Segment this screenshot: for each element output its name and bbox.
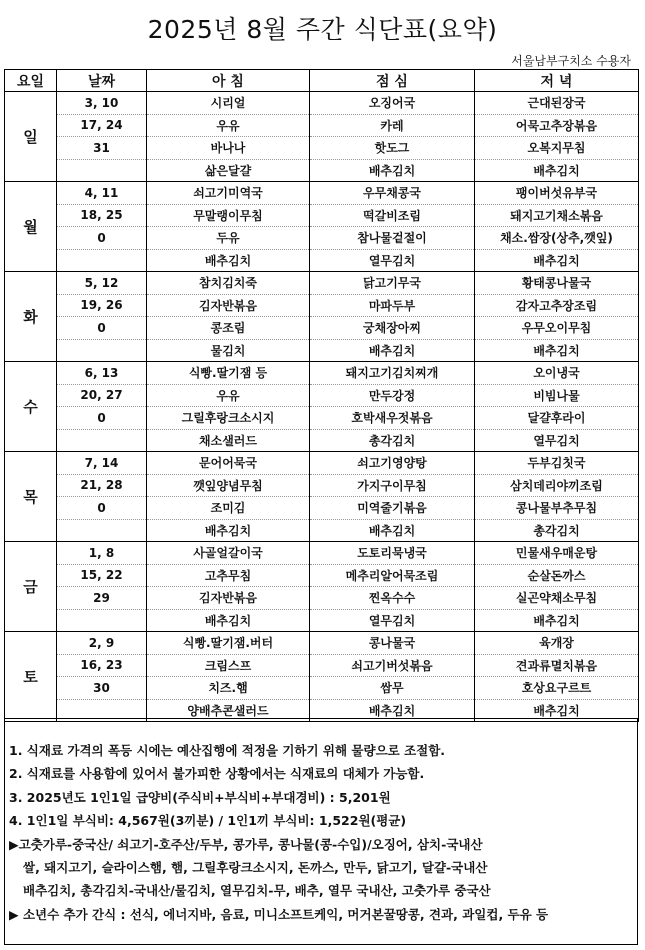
table-row <box>5 317 639 340</box>
date-cell: 0 <box>57 227 147 250</box>
lunch-cell: 만두강정 <box>310 384 475 407</box>
dinner-cell: 실곤약채소무침 <box>475 587 639 610</box>
breakfast-cell: 배추김치 <box>147 519 310 542</box>
lunch-cell: 배추김치 <box>310 339 475 362</box>
breakfast-cell: 식빵.딸기잼.버터 <box>147 632 310 655</box>
dinner-cell: 팽이버섯유부국 <box>475 182 639 205</box>
table-row <box>5 182 639 205</box>
table-row <box>5 474 639 497</box>
dinner-cell: 열무김치 <box>475 429 639 452</box>
origin-note-3: 배추김치, 총각김치-국내산/물김치, 열무김치-무, 배추, 열무 국내산, 고춧가루 중국산 <box>23 883 491 899</box>
breakfast-cell: 우유 <box>147 114 310 137</box>
date-cell: 18, 25 <box>57 204 147 227</box>
lunch-cell: 떡갈비조림 <box>310 204 475 227</box>
day-cell: 화 <box>5 272 57 362</box>
table-row <box>5 159 639 182</box>
dinner-cell: 황태콩나물국 <box>475 272 639 295</box>
lunch-cell: 찐옥수수 <box>310 587 475 610</box>
dinner-cell: 민물새우매운탕 <box>475 542 639 565</box>
breakfast-cell: 삶은달걀 <box>147 159 310 182</box>
dinner-cell: 오이냉국 <box>475 362 639 385</box>
table-row <box>5 92 639 115</box>
lunch-cell: 핫도그 <box>310 137 475 160</box>
date-cell: 29 <box>57 587 147 610</box>
lunch-cell: 열무김치 <box>310 249 475 272</box>
lunch-cell: 쇠고기영양탕 <box>310 452 475 475</box>
table-row <box>5 519 639 542</box>
breakfast-cell: 무말랭이무침 <box>147 204 310 227</box>
lunch-cell: 닭고기무국 <box>310 272 475 295</box>
dinner-cell: 순살돈까스 <box>475 564 639 587</box>
day-cell: 월 <box>5 182 57 272</box>
table-row <box>5 564 639 587</box>
date-cell: 4, 11 <box>57 182 147 205</box>
table-row <box>5 587 639 610</box>
lunch-cell: 마파두부 <box>310 294 475 317</box>
table-row <box>5 114 639 137</box>
dinner-cell: 배추김치 <box>475 339 639 362</box>
breakfast-cell: 식빵.딸기잼 등 <box>147 362 310 385</box>
origin-note-2: 쌀, 돼지고기, 슬라이스햄, 햄, 그릴후랑크소시지, 돈까스, 만두, 닭고기, 달걀-국내산 <box>23 860 488 876</box>
dinner-cell: 육개장 <box>475 632 639 655</box>
lunch-cell: 메추리알어묵조림 <box>310 564 475 587</box>
day-cell: 토 <box>5 632 57 722</box>
dinner-cell: 배추김치 <box>475 699 639 722</box>
breakfast-cell: 쇠고기미역국 <box>147 182 310 205</box>
lunch-cell: 열무김치 <box>310 609 475 632</box>
date-cell: 15, 22 <box>57 564 147 587</box>
day-cell: 목 <box>5 452 57 542</box>
date-cell: 0 <box>57 317 147 340</box>
date-cell: 3, 10 <box>57 92 147 115</box>
page-title: 2025년 8월 주간 식단표(요약) <box>147 15 498 44</box>
notes-box <box>4 718 638 945</box>
dinner-cell: 배추김치 <box>475 159 639 182</box>
date-cell: 0 <box>57 497 147 520</box>
lunch-cell: 도토리묵냉국 <box>310 542 475 565</box>
dinner-cell: 비빔나물 <box>475 384 639 407</box>
snack-note: ▶ 소년수 추가 간식 : 선식, 에너지바, 음료, 미니소프트케익, 머거본꿀땅콩, 견과, 과일컵, 두유 등 <box>9 906 549 922</box>
lunch-cell: 오징어국 <box>310 92 475 115</box>
date-cell: 20, 27 <box>57 384 147 407</box>
note-3: 3. 2025년도 1인1일 급양비(주식비+부식비+부대경비) : 5,201원 <box>9 789 391 805</box>
date-cell <box>57 519 147 542</box>
dinner-cell: 달걀후라이 <box>475 407 639 430</box>
lunch-cell: 콩나물국 <box>310 632 475 655</box>
dinner-cell: 배추김치 <box>475 249 639 272</box>
dinner-cell: 배추김치 <box>475 609 639 632</box>
date-cell <box>57 249 147 272</box>
header-breakfast: 아 침 <box>147 70 310 92</box>
dinner-cell: 총각김치 <box>475 519 639 542</box>
date-cell: 21, 28 <box>57 474 147 497</box>
date-cell: 6, 13 <box>57 362 147 385</box>
day-cell: 금 <box>5 542 57 632</box>
breakfast-cell: 배추김치 <box>147 609 310 632</box>
breakfast-cell: 크림스프 <box>147 654 310 677</box>
weekly-menu-table <box>4 69 639 722</box>
table-row <box>5 249 639 272</box>
lunch-cell: 총각김치 <box>310 429 475 452</box>
breakfast-cell: 채소샐러드 <box>147 429 310 452</box>
breakfast-cell: 양배추콘샐러드 <box>147 699 310 722</box>
date-cell: 16, 23 <box>57 654 147 677</box>
table-row <box>5 497 639 520</box>
table-row <box>5 542 639 565</box>
breakfast-cell: 참치김치죽 <box>147 272 310 295</box>
table-row <box>5 137 639 160</box>
date-cell: 7, 14 <box>57 452 147 475</box>
breakfast-cell: 물김치 <box>147 339 310 362</box>
date-cell: 30 <box>57 677 147 700</box>
note-1: 1. 식재료 가격의 폭등 시에는 예산집행에 적정을 기하기 위해 물량으로 조절함. <box>9 743 446 758</box>
lunch-cell: 카레 <box>310 114 475 137</box>
lunch-cell: 쌈무 <box>310 677 475 700</box>
breakfast-cell: 문어어묵국 <box>147 452 310 475</box>
facility-subtitle: 서울남부구치소 수용자 <box>511 54 631 68</box>
table-row <box>5 609 639 632</box>
table-row <box>5 339 639 362</box>
dinner-cell: 근대된장국 <box>475 92 639 115</box>
dinner-cell: 삼치데리야끼조림 <box>475 474 639 497</box>
lunch-cell: 미역줄기볶음 <box>310 497 475 520</box>
table-row <box>5 632 639 655</box>
breakfast-cell: 두유 <box>147 227 310 250</box>
dinner-cell: 두부김칫국 <box>475 452 639 475</box>
date-cell: 2, 9 <box>57 632 147 655</box>
date-cell: 19, 26 <box>57 294 147 317</box>
header-date: 날짜 <box>57 70 147 92</box>
breakfast-cell: 바나나 <box>147 137 310 160</box>
table-row <box>5 407 639 430</box>
dinner-cell: 감자고추장조림 <box>475 294 639 317</box>
breakfast-cell: 치즈.햄 <box>147 677 310 700</box>
date-cell: 5, 12 <box>57 272 147 295</box>
date-cell <box>57 159 147 182</box>
date-cell: 0 <box>57 407 147 430</box>
dinner-cell: 오복지무침 <box>475 137 639 160</box>
date-cell <box>57 339 147 362</box>
dinner-cell: 어묵고추장볶음 <box>475 114 639 137</box>
breakfast-cell: 콩조림 <box>147 317 310 340</box>
day-cell: 수 <box>5 362 57 452</box>
dinner-cell: 호상요구르트 <box>475 677 639 700</box>
lunch-cell: 궁채장아찌 <box>310 317 475 340</box>
breakfast-cell: 김자반볶음 <box>147 294 310 317</box>
lunch-cell: 배추김치 <box>310 159 475 182</box>
table-row <box>5 294 639 317</box>
lunch-cell: 우무채콩국 <box>310 182 475 205</box>
lunch-cell: 돼지고기김치찌개 <box>310 362 475 385</box>
table-row <box>5 362 639 385</box>
table-row <box>5 384 639 407</box>
breakfast-cell: 깻잎양념무침 <box>147 474 310 497</box>
day-cell: 일 <box>5 92 57 182</box>
dinner-cell: 우무오이무침 <box>475 317 639 340</box>
date-cell <box>57 609 147 632</box>
menu-body <box>5 92 639 722</box>
note-4: 4. 1인1일 부식비: 4,567원(3끼분) / 1인1끼 부식비: 1,522원(평균) <box>9 813 407 829</box>
table-row <box>5 429 639 452</box>
header-lunch: 점 심 <box>310 70 475 92</box>
date-cell <box>57 429 147 452</box>
lunch-cell: 참나물겉절이 <box>310 227 475 250</box>
breakfast-cell: 배추김치 <box>147 249 310 272</box>
table-row <box>5 654 639 677</box>
lunch-cell: 배추김치 <box>310 699 475 722</box>
date-cell: 17, 24 <box>57 114 147 137</box>
dinner-cell: 채소.쌈장(상추,깻잎) <box>475 227 639 250</box>
table-row <box>5 272 639 295</box>
dinner-cell: 콩나물부추무침 <box>475 497 639 520</box>
breakfast-cell: 그릴후랑크소시지 <box>147 407 310 430</box>
header-dinner: 저 녁 <box>475 70 639 92</box>
lunch-cell: 가지구이무침 <box>310 474 475 497</box>
table-row <box>5 452 639 475</box>
breakfast-cell: 김자반볶음 <box>147 587 310 610</box>
table-row <box>5 677 639 700</box>
header-day: 요일 <box>5 70 57 92</box>
origin-note-1: ▶고춧가루-중국산/ 쇠고기-호주산/두부, 콩가루, 콩나물(콩-수입)/오징어, 삼치-국내산 <box>9 836 483 852</box>
date-cell: 1, 8 <box>57 542 147 565</box>
dinner-cell: 견과류멸치볶음 <box>475 654 639 677</box>
lunch-cell: 호박새우젓볶음 <box>310 407 475 430</box>
breakfast-cell: 사골얼갈이국 <box>147 542 310 565</box>
breakfast-cell: 우유 <box>147 384 310 407</box>
lunch-cell: 쇠고기버섯볶음 <box>310 654 475 677</box>
dinner-cell: 돼지고기채소볶음 <box>475 204 639 227</box>
breakfast-cell: 고추무침 <box>147 564 310 587</box>
table-header-row <box>5 70 639 92</box>
lunch-cell: 배추김치 <box>310 519 475 542</box>
table-row <box>5 204 639 227</box>
breakfast-cell: 조미김 <box>147 497 310 520</box>
breakfast-cell: 시리얼 <box>147 92 310 115</box>
table-row <box>5 227 639 250</box>
note-2: 2. 식재료를 사용함에 있어서 불가피한 상황에서는 식재료의 대체가 가능함. <box>9 766 425 782</box>
date-cell: 31 <box>57 137 147 160</box>
